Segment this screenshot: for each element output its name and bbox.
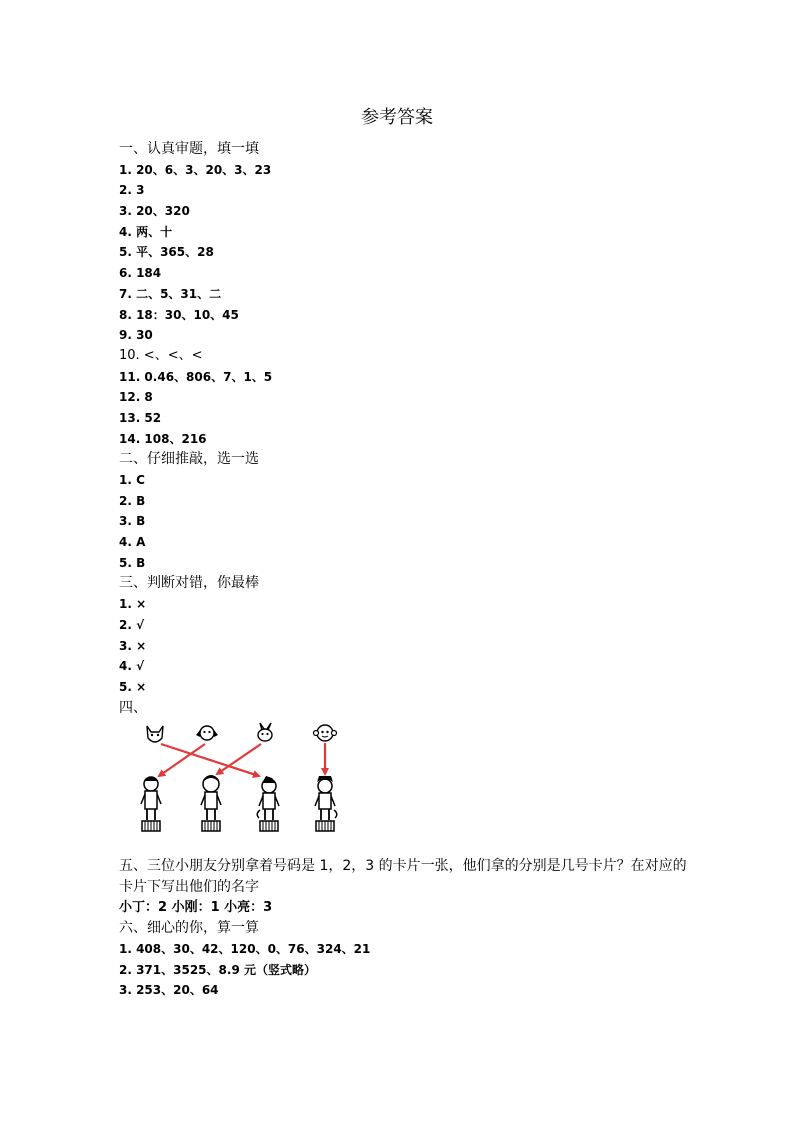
s1-answer-11: 11. 0.46、806、7、1、5	[119, 369, 273, 384]
section-5-answer: 小丁：2 小刚：1 小亮：3	[119, 899, 273, 915]
page-title: 参考答案	[361, 107, 433, 128]
match-arrow-2	[159, 744, 205, 776]
match-arrow-1	[161, 744, 259, 776]
s6-answer-3: 3. 253、20、64	[119, 983, 219, 998]
section-4-heading: 四、	[119, 699, 147, 716]
s1-answer-10: 10. <、<、<	[119, 347, 203, 363]
s3-answer-3: 3. ×	[119, 638, 147, 653]
s3-answer-1: 1. ×	[119, 597, 147, 612]
s2-answer-1: 1. C	[119, 473, 145, 487]
section-3-heading: 三、判断对错，你最棒	[119, 575, 259, 592]
child-figure-3	[257, 776, 279, 831]
s6-answer-2: 2. 371、3525、8.9 元（竖式略）	[119, 962, 316, 977]
s3-answer-4: 4. √	[119, 659, 145, 674]
s1-answer-6: 6. 184	[119, 266, 162, 281]
rabbit-head-icon	[258, 723, 272, 741]
s1-answer-9: 9. 30	[119, 328, 153, 343]
answer-content	[119, 139, 699, 1001]
matching-figure	[119, 720, 359, 850]
s1-answer-4: 4. 两、十	[119, 224, 173, 239]
s1-answer-14: 14. 108、216	[119, 431, 207, 446]
s1-answer-1: 1. 20、6、3、20、3、23	[119, 162, 272, 177]
section-6-heading: 六、细心的你，算一算	[119, 920, 259, 937]
matching-illustration	[119, 720, 359, 850]
child-figure-1	[141, 777, 161, 832]
s6-answer-1: 1. 408、30、42、120、0、76、324、21	[119, 942, 371, 957]
child-figure-2	[201, 775, 221, 831]
monkey-head-icon	[314, 725, 337, 741]
dog-head-icon	[196, 726, 218, 740]
s2-answer-2: 2. B	[119, 493, 146, 508]
s1-answer-13: 13. 52	[119, 410, 162, 425]
s1-answer-8: 8. 18：30、10、45	[119, 307, 239, 322]
s2-answer-4: 4. A	[119, 535, 146, 550]
section-2-heading: 二、仔细推敲，选一选	[119, 451, 259, 468]
child-figure-4	[315, 776, 337, 831]
s3-answer-5: 5. ×	[119, 679, 147, 694]
s1-answer-5: 5. 平、365、28	[119, 245, 214, 260]
s2-answer-3: 3. B	[119, 514, 146, 529]
s1-answer-7: 7. 二、5、31、二	[119, 286, 222, 301]
section-5-heading: 五、三位小朋友分别拿着号码是 1，2，3 的卡片一张，他们拿的分别是几号卡片？在对应的卡片下写出他们的名字	[119, 858, 687, 895]
s1-answer-3: 3. 20、320	[119, 204, 190, 219]
section-1-heading: 一、认真审题，填一填	[119, 141, 259, 157]
fox-head-icon	[147, 726, 163, 742]
s1-answer-12: 12. 8	[119, 390, 153, 405]
s2-answer-5: 5. B	[119, 555, 146, 570]
s3-answer-2: 2. √	[119, 617, 145, 632]
s1-answer-2: 2. 3	[119, 183, 145, 198]
